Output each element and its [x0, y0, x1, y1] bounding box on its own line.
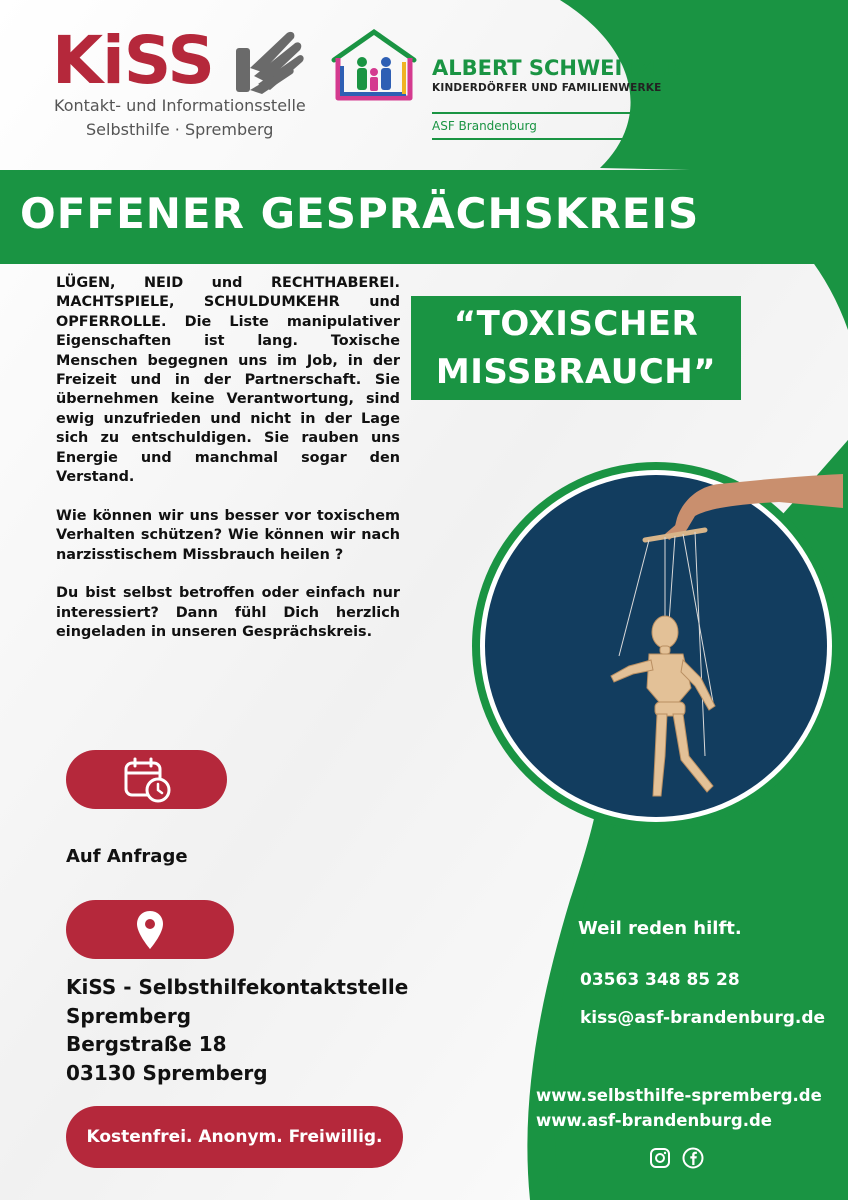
intro-text — [56, 274, 400, 662]
address-line4: 03130 Spremberg — [66, 1060, 268, 1085]
house-family-logo-icon — [328, 26, 420, 104]
date-pill — [66, 750, 227, 809]
calendar-clock-icon — [122, 757, 172, 803]
website-link-1[interactable]: www.selbsthilfe-spremberg.de — [536, 1086, 822, 1105]
kiss-logo-word: KiSS — [52, 22, 214, 99]
facebook-icon[interactable] — [682, 1147, 704, 1169]
slogan: Weil reden hilft. — [578, 918, 742, 939]
kiss-logo — [52, 22, 312, 146]
phone-number[interactable]: 03563 348 85 28 — [580, 970, 740, 990]
kiss-logo-line2: Selbsthilfe · Spremberg — [86, 120, 274, 139]
asw-logo-brand: ASF Brandenburg — [432, 119, 537, 133]
location-pill — [66, 900, 234, 959]
hand-logo-icon — [228, 28, 308, 98]
address-line3: Bergstraße 18 — [66, 1032, 227, 1056]
asw-divider-top — [432, 112, 666, 114]
website-link-2[interactable]: www.asf-brandenburg.de — [536, 1111, 772, 1130]
page-title: OFFENER GESPRÄCHSKREIS — [20, 189, 700, 238]
asw-logo-name: ALBERT SCHWEITZER — [432, 56, 683, 80]
date-text: Auf Anfrage — [66, 846, 188, 867]
cta-pill — [66, 1106, 403, 1168]
address — [66, 973, 408, 1087]
puppet-photo — [469, 456, 843, 836]
subtitle — [411, 296, 741, 396]
address-line1: KiSS - Selbsthilfekontaktstelle — [66, 975, 409, 999]
address-line2: Spremberg — [66, 1003, 192, 1028]
asw-divider-bottom — [432, 138, 666, 140]
intro-paragraph-1: LÜGEN, NEID und RECHTHABEREI. MACHTSPIELE, SCHULDUMKEHR und OPFERROLLE. Die Liste manipulativer Eigenschaften ist lang. Toxische Menschen begegnen uns im Job, in der Freizeit und in der Partnerschaft. Sie übernehmen keine Verantwortung, sind ewig unzufrieden und nicht in der Lage sich zu entschuldigen. Sie rauben uns Energie und manchmal sogar den Verstand. — [56, 275, 400, 486]
email-link[interactable]: kiss@asf-brandenburg.de — [580, 1008, 826, 1028]
intro-paragraph-2: Wie können wir uns besser vor toxischem Verhalten schützen? Wie können wir nach narzisstischem Missbrauch heilen ? — [56, 507, 400, 563]
map-pin-icon — [135, 909, 165, 951]
cta-text: Kostenfrei. Anonym. Freiwillig. — [86, 1127, 383, 1147]
instagram-icon[interactable] — [649, 1147, 671, 1169]
asw-logo-subtitle: KINDERDÖRFER UND FAMILIENWERKE — [432, 82, 662, 94]
intro-paragraph-3: Du bist selbst betroffen oder einfach nur interessiert? Dann fühl Dich herzlich eingeladen in unseren Gesprächskreis. — [56, 585, 400, 641]
subtitle-box — [411, 296, 741, 400]
kiss-logo-line1: Kontakt- und Informationsstelle — [54, 96, 306, 115]
subtitle-line1: “TOXISCHER — [453, 304, 699, 344]
subtitle-line2: MISSBRAUCH” — [435, 352, 717, 392]
